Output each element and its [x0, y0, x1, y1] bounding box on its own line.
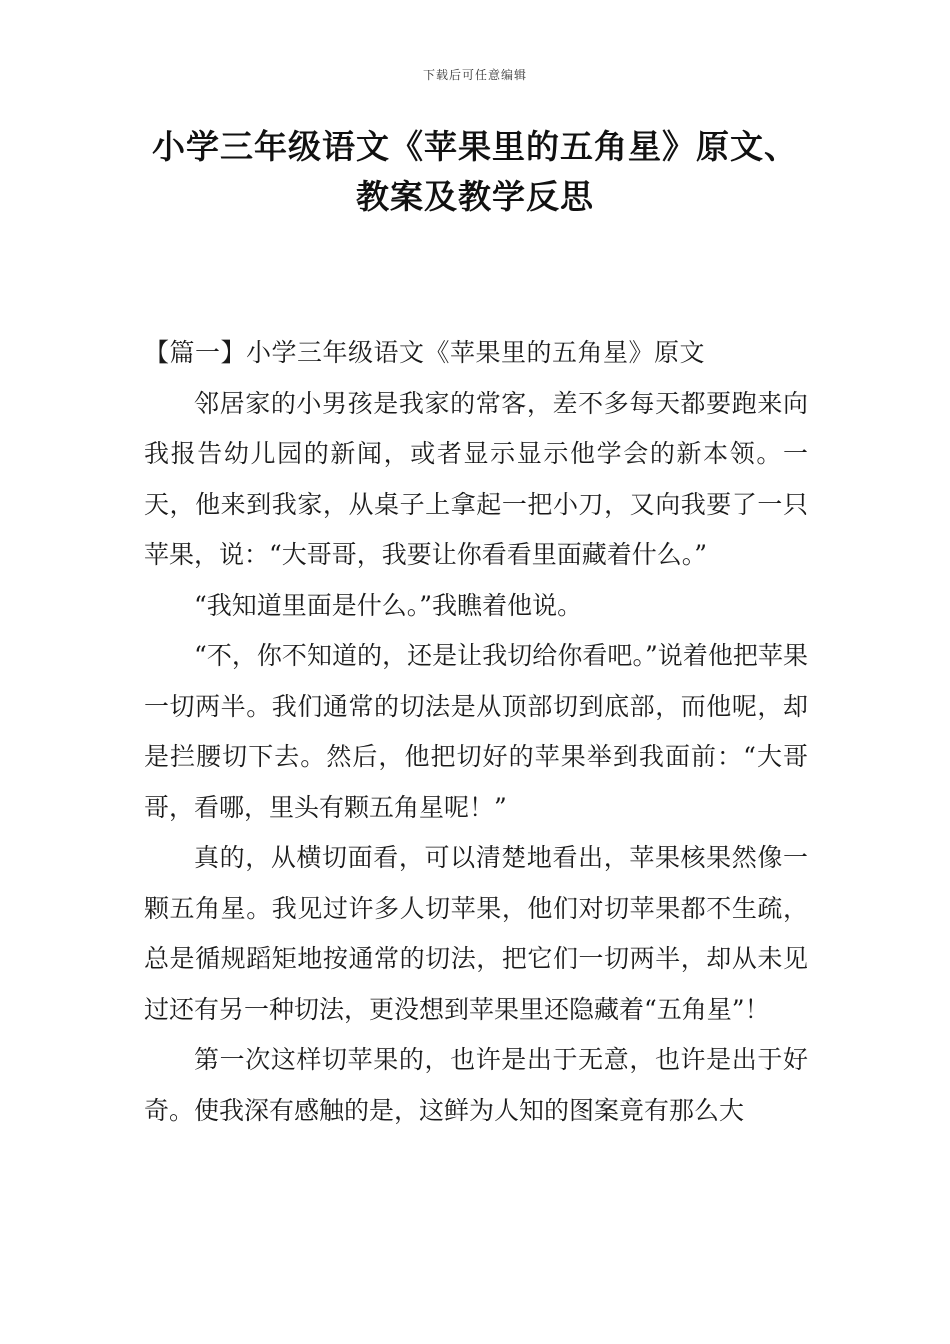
page-header-note: 下载后可任意编辑	[422, 68, 527, 82]
document-body	[144, 328, 808, 1136]
title-line-2: 教案及教学反思	[356, 177, 594, 216]
section-heading: 【篇一】小学三年级语文《苹果里的五角星》原文	[144, 338, 706, 367]
title-line-1: 小学三年级语文《苹果里的五角星》原文、	[152, 127, 798, 166]
paragraph-5: 第一次这样切苹果的，也许是出于无意，也许是出于好奇。使我深有感触的是，这鲜为人知的图案竟有那么大	[144, 1045, 808, 1125]
paragraph-3: “不，你不知道的，还是让我切给你看吧。”说着他把苹果一切两半。我们通常的切法是从顶部切到底部，而他呢，却是拦腰切下去。然后，他把切好的苹果举到我面前：“大哥哥，看哪，里头有颗五角星呢！”	[144, 641, 808, 822]
paragraph-2: “我知道里面是什么。”我瞧着他说。	[194, 590, 583, 620]
paragraph-4: 真的，从横切面看，可以清楚地看出，苹果核果然像一颗五角星。我见过许多人切苹果，他们对切苹果都不生疏，总是循规蹈矩地按通常的切法，把它们一切两半，却从未见过还有另一种切法，更没想到苹果里还隐藏着“五角星”！	[144, 843, 808, 1024]
paragraph-1: 邻居家的小男孩是我家的常客，差不多每天都要跑来向我报告幼儿园的新闻，或者显示显示他学会的新本领。一天，他来到我家，从桌子上拿起一把小刀，又向我要了一只苹果，说：“大哥哥，我要让你看看里面藏着什么。”	[144, 388, 808, 569]
document-title	[120, 122, 830, 222]
